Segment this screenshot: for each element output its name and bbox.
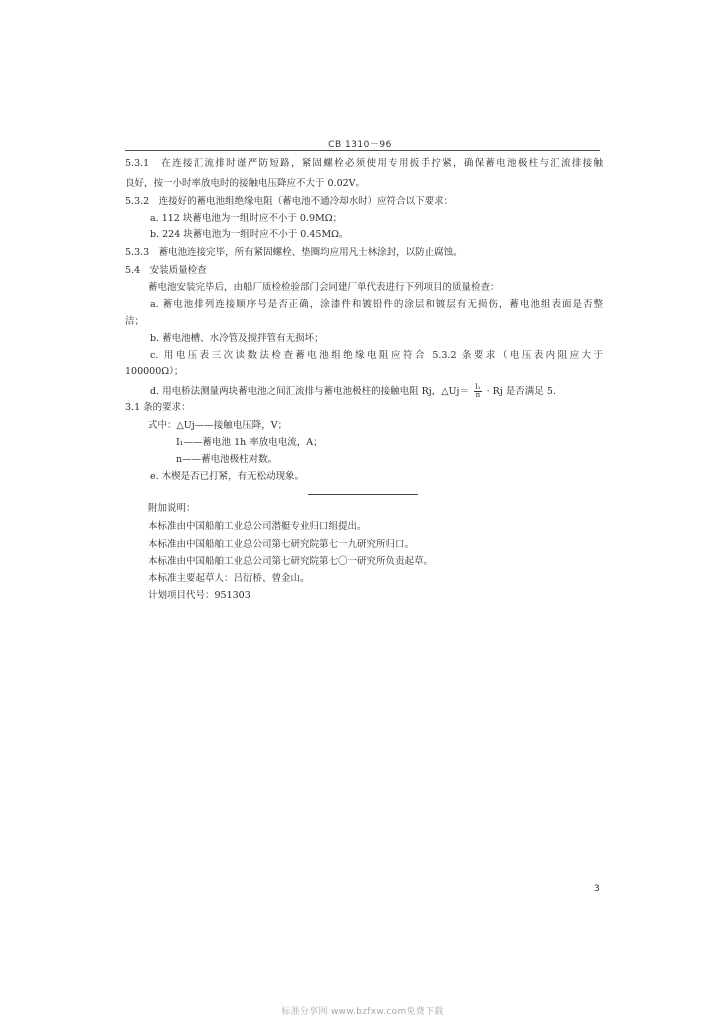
watermark-footer: 标准分享网 www.bzfxw.com免费下载 xyxy=(281,1007,444,1017)
additional-note-3: 本标准由中国船舶工业总公司第七研究院第七〇一研究所负责起草。 xyxy=(148,556,434,567)
formula-i1-definition: I₁——蓄电池 1h 率放电电流，A； xyxy=(176,437,323,448)
clause-5-3-2: 5.3.2 连接好的蓄电池组绝缘电阻（蓄电池不通冷却水时）应符合以下要求： xyxy=(125,196,454,207)
additional-note-4: 本标准主要起草人：吕衍桥、曾金山。 xyxy=(148,573,310,584)
fraction-denominator: n xyxy=(475,391,481,399)
item-a-line1: a. 蓄电池排列连接顺序号是否正确，涂漆件和镀铅件的涂层和镀层有无损伤，蓄电池组表面是否整 xyxy=(150,299,603,310)
item-e: e. 木楔是否已打紧，有无松动现象。 xyxy=(150,471,305,482)
fraction-numerator: I₁ xyxy=(475,383,481,391)
additional-note-1: 本标准由中国船舶工业总公司潜艇专业归口组提出。 xyxy=(148,521,367,532)
current-ratio-fraction xyxy=(474,384,482,399)
clause-5-3-1-line2: 良好，按一小时率放电时的接触电压降应不大于 0.02V。 xyxy=(125,178,366,189)
formula-where: 式中：△Uj——接触电压降，V； xyxy=(148,420,288,431)
page-number: 3 xyxy=(594,884,600,894)
additional-notes-title: 附加说明： xyxy=(148,503,196,514)
additional-note-2: 本标准由中国船舶工业总公司第七研究院第七一九研究所归口。 xyxy=(148,539,415,550)
clause-5-3-2-a: a. 112 块蓄电池为一组时应不小于 0.9MΩ； xyxy=(150,213,343,224)
end-rule xyxy=(308,494,418,495)
clause-5-3-2-b: b. 224 块蓄电池为一组时应不小于 0.45MΩ。 xyxy=(150,229,349,240)
item-c-line2: 100000Ω）； xyxy=(125,366,184,377)
item-b: b. 蓄电池槽、水冷管及搅拌管有无损坏； xyxy=(150,333,324,344)
additional-note-5: 计划项目代号：951303 xyxy=(148,590,251,601)
item-d-text-after: · Rj 是否满足 5. xyxy=(486,386,556,397)
clause-5-3-1-line1: 5.3.1 在连接汇流排时谨严防短路，紧固螺栓必须使用专用扳手拧紧，确保蓄电池极柱与汇流排接触 xyxy=(125,158,603,169)
item-d-text-before: d. 用电桥法测量两块蓄电池之间汇流排与蓄电池极柱的接触电阻 Rj，△Uj＝ xyxy=(150,386,469,397)
standard-code-header: CB 1310－96 xyxy=(328,140,392,150)
item-c-line1: c. 用电压表三次读数法检查蓄电池组绝缘电阻应符合 5.3.2 条要求（电压表内阻应大于 xyxy=(150,350,603,361)
clause-5-3-3: 5.3.3 蓄电池连接完毕，所有紧固螺栓、垫圈均应用凡士林涂封，以防止腐蚀。 xyxy=(125,247,463,258)
section-5-4-title: 5.4 安装质量检查 xyxy=(125,265,207,276)
item-a-line2: 洁； xyxy=(125,316,145,327)
section-5-4-intro: 蓄电池安装完毕后，由船厂质检检验部门会同建厂单代表进行下列项目的质量检查： xyxy=(148,282,500,293)
item-d-line2: 3.1 条的要求： xyxy=(125,402,191,413)
header-rule xyxy=(125,150,600,151)
formula-n-definition: n——蓄电池极柱对数。 xyxy=(176,454,278,465)
item-d-line1 xyxy=(150,384,556,399)
